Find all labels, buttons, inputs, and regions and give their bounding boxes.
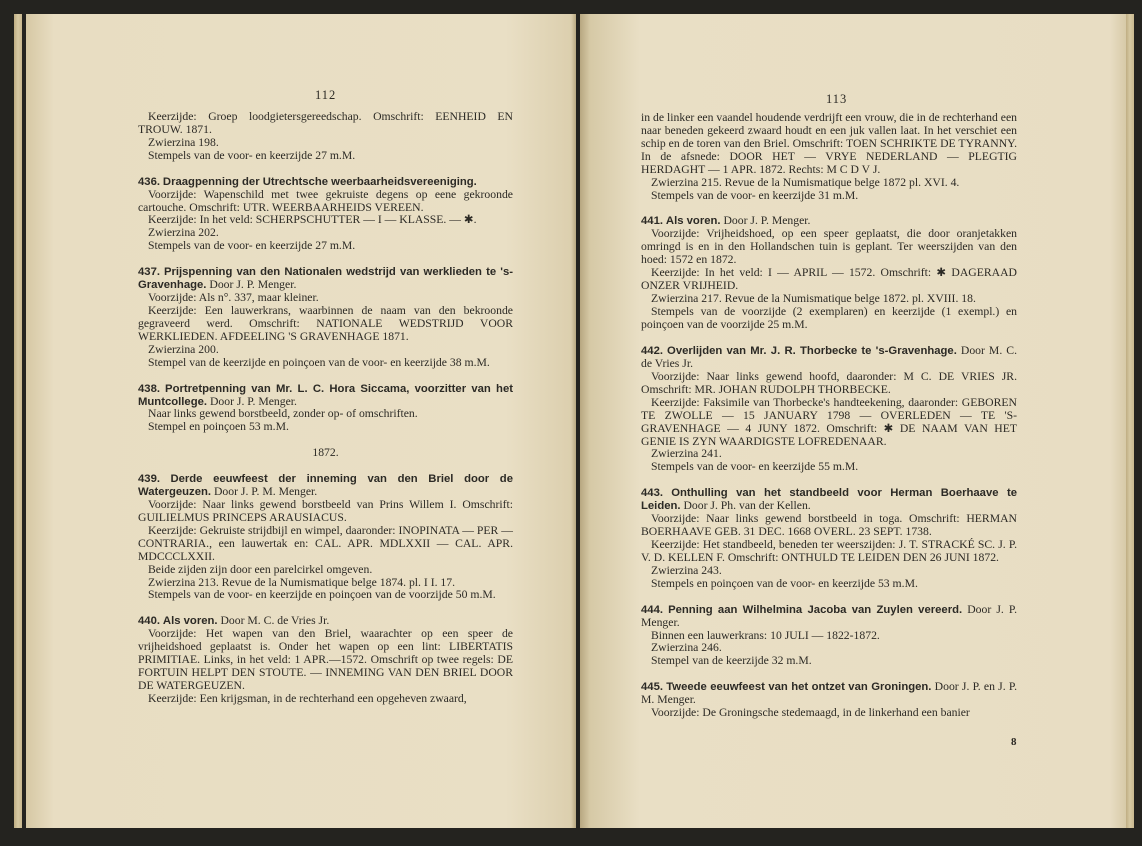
paragraph: Zwierzina 202.: [148, 226, 219, 240]
entry-author: Door J. P. en J. P. M. Menger.: [641, 680, 1017, 707]
paragraph: Stempels van de voor- en keerzijde 27 m.M.: [148, 148, 356, 162]
signature-mark: 8: [1011, 736, 1017, 748]
right-page: [580, 14, 1126, 828]
paragraph-spacer: [641, 203, 1017, 216]
left-page-edge: [14, 14, 22, 828]
paragraph: in de linker een vaandel houdende verdrijft een vrouw, die in de rechterhand een naar beneden gekeerd zwaard houdt en een juk vallen laat. In het verschiet een schip en de toren van den Briel. Omschrift: TOEN SCHRIKTE DE TYRANNY. In de afsnede: DOOR HET — VRYE NEDERLAND — PLEGTIG HERDAGHT — 1 APR. 1872. Rechts: M C D V J.: [641, 111, 1017, 176]
entry-author: Door J. P. M. Menger.: [211, 484, 318, 498]
entry-heading: [641, 681, 1017, 707]
paragraph: Voorzijde: De Groningsche stedemaagd, in de linkerhand een banier: [651, 706, 970, 720]
entry-heading: [138, 176, 513, 189]
paragraph: Binnen een lauwerkrans: 10 JULI — 1822-1872.: [651, 628, 880, 642]
entry-title: Portretpenning van Mr. L. C. Hora Siccama, voorzitter van het Muntcollege.: [138, 382, 513, 408]
entry-author: Door J. Ph. van der Kellen.: [680, 499, 811, 513]
paragraph: Stempel van de keerzijde en poinçoen van de voor- en keerzijde 38 m.M.: [148, 355, 490, 369]
paragraph: Zwierzina 215. Revue de la Numismatique belge 1872 pl. XVI. 4.: [651, 175, 960, 189]
entry-heading: [641, 604, 1017, 630]
paragraph-spacer: [138, 163, 513, 176]
entry-number: 437.: [138, 266, 160, 279]
entry-number: 439.: [138, 472, 160, 485]
entry-heading: [138, 473, 513, 499]
paragraph: Keerzijde: Het standbeeld, beneden ter weerszijden: J. T. STRACKÉ SC. J. P. V. D. KELLEN F. Omschrift: ONTHULD TE LEIDEN DEN 26 JUNI 1872.: [641, 537, 1017, 564]
page-number: 113: [826, 92, 848, 106]
entry-number: 436.: [138, 175, 160, 188]
paragraph: Stempels van de voorzijde (2 exemplaren) en keerzijde (1 exempl.) en poinçoen van de voorzijde 25 m.M.: [641, 305, 1017, 332]
paragraph: Zwierzina 213. Revue de la Numismatique belge 1874. pl. I I. 17.: [148, 575, 456, 589]
paragraph: Stempel en poinçoen 53 m.M.: [148, 420, 289, 434]
paragraph: Keerzijde: In het veld: SCHERPSCHUTTER — I — KLASSE. — ✱.: [148, 213, 477, 227]
entry-title: Onthulling van het standbeeld voor Herman Boerhaave te Leiden.: [641, 487, 1017, 513]
entry-number: 444.: [641, 603, 663, 616]
paragraph: Voorzijde: Als n°. 337, maar kleiner.: [148, 291, 319, 305]
entry-number: 438.: [138, 382, 160, 395]
entry-title: Derde eeuwfeest der inneming van den Briel door de Watergeuzen.: [138, 472, 513, 498]
entry-title: Als voren.: [162, 615, 218, 628]
entry-number: 442.: [641, 344, 663, 357]
paragraph-spacer: [138, 460, 513, 473]
paragraph: Keerzijde: Een krijgsman, in de rechterhand een opgeheven zwaard,: [148, 691, 467, 705]
entry-author: Door J. P. Menger.: [207, 394, 297, 408]
entry-heading: [138, 383, 513, 409]
entry-author: Door J. P. Menger.: [206, 278, 297, 292]
paragraph: Zwierzina 217. Revue de la Numismatique belge 1872. pl. XVIII. 18.: [651, 292, 976, 306]
paragraph: Stempels van de voor- en keerzijde 27 m.M.: [148, 239, 356, 253]
entry-title: Penning aan Wilhelmina Jacoba van Zuylen vereerd.: [668, 603, 963, 616]
paragraph: Zwierzina 241.: [651, 447, 722, 461]
paragraph-spacer: [138, 370, 513, 383]
paragraph: Naar links gewend borstbeeld, zonder op- of omschriften.: [148, 407, 418, 421]
entry-heading: [641, 345, 1017, 371]
paragraph: Zwierzina 243.: [651, 563, 722, 577]
left-page: [26, 14, 576, 828]
entry-author: Door M. C. de Vries Jr.: [217, 614, 330, 628]
paragraph: Voorzijde: Naar links gewend borstbeeld in toga. Omschrift: HERMAN BOERHAAVE GEB. 31 DEC. 1668 OVERL. 23 SEPT. 1738.: [641, 512, 1017, 539]
paragraph: Stempels en poinçoen van de voor- en keerzijde 53 m.M.: [651, 576, 918, 590]
entry-title: Tweede eeuwfeest van het ontzet van Groningen.: [666, 681, 932, 694]
paragraph: Stempels van de voor- en keerzijde 31 m.M.: [651, 188, 859, 202]
paragraph: Stempel van de keerzijde 32 m.M.: [651, 654, 812, 668]
paragraph: Stempels van de voor- en keerzijde 55 m.M.: [651, 460, 859, 474]
paragraph: Voorzijde: Naar links gewend borstbeeld van Prins Willem I. Omschrift: GUILIELMUS PRINCEPS ARAUSIACUS.: [138, 497, 513, 524]
paragraph: Keerzijde: In het veld: I — APRIL — 1572. Omschrift: ✱ DAGERAAD ONZER VRIJHEID.: [641, 266, 1017, 293]
paragraph: Stempels van de voor- en keerzijde en poinçoen van de voorzijde 50 m.M.: [148, 588, 496, 602]
entry-number: 443.: [641, 487, 663, 500]
paragraph-spacer: [641, 474, 1017, 487]
entry-title: Overlijden van Mr. J. R. Thorbecke te 's-Gravenhage.: [667, 344, 957, 357]
entry-number: 441.: [641, 215, 663, 228]
paragraph: Zwierzina 200.: [148, 342, 219, 356]
entry-heading: [138, 266, 513, 292]
entry-number: 440.: [138, 615, 160, 628]
entry-title: Prijspenning van den Nationalen wedstrijd van werklieden te 's-Gravenhage.: [138, 266, 513, 292]
entry-title: Draagpenning der Utrechtsche weerbaarheidsvereeniging.: [162, 175, 477, 188]
entry-author: Door M. C. de Vries Jr.: [641, 343, 1017, 370]
paragraph: Voorzijde: Naar links gewend hoofd, daaronder: M C. DE VRIES JR. Omschrift: MR. JOHAN RUDOLPH THORBECKE.: [641, 369, 1017, 396]
paragraph: Keerzijde: Een lauwerkrans, waarbinnen de naam van den bekroonde gegraveerd werd. Omschrift: NATIONALE WEDSTRIJD VOOR WERKLIEDEN. AFDEELING 'S GRAVENHAGE 1871.: [138, 303, 513, 343]
right-page-text: [641, 112, 1017, 720]
page-number: 112: [315, 88, 337, 102]
entry-heading: [641, 487, 1017, 513]
year-heading: 1872.: [312, 446, 339, 460]
entry-author: Door J. P. Menger.: [641, 602, 1017, 629]
entry-number: 445.: [641, 681, 663, 694]
paragraph-spacer: [138, 253, 513, 266]
paragraph: Beide zijden zijn door een parelcirkel omgeven.: [148, 562, 373, 576]
right-page-edge: [1126, 14, 1134, 828]
paragraph: Voorzijde: Vrijheidshoed, op een speer geplaatst, die door oranjetakken omringd is en in den Hollandschen tuin is geplant. Ter weerszijden van den hoed: 1572 en 1872.: [641, 227, 1017, 267]
paragraph-spacer: [641, 591, 1017, 604]
entry-author: Door J. P. Menger.: [720, 214, 811, 228]
entry-title: Als voren.: [665, 215, 721, 228]
paragraph: Keerzijde: Gekruiste strijdbijl en wimpel, daaronder: INOPINATA — PER — CONTRARIA., een lauwertak en: CAL. APR. MDLXXII — CAL. APR. MDCCCLXXII.: [138, 523, 513, 563]
paragraph: Zwierzina 198.: [148, 135, 219, 149]
paragraph: Keerzijde: Groep loodgietersgereedschap. Omschrift: EENHEID EN TROUW. 1871.: [138, 110, 513, 136]
paragraph: Zwierzina 246.: [651, 641, 722, 655]
paragraph: Voorzijde: Het wapen van den Briel, waarachter op een speer de vrijheidshoed geplaatst is. Onder het wapen op een lint: LIBERTATIS PRIMITIAE. Links, in het veld: 1 APR.—1572. Omschrift op twee regels: DE FORTUIN HELPT DEN STOUTE. — INNEMING VAN DEN BRIEL DOOR DE WATERGEUZEN.: [138, 627, 513, 692]
paragraph: Keerzijde: Faksimile van Thorbecke's handteekening, daaronder: GEBOREN TE ZWOLLE — 15 JANUARY 1798 — OVERLEDEN — TE 'S-GRAVENHAGE — 4 JUNY 1872. Omschrift: ✱ DE NAAM VAN HET GENIE IS ZYN WAARDIGSTE LOFREDENAAR.: [641, 395, 1017, 448]
paragraph: Voorzijde: Wapenschild met twee gekruiste degens op eene gekroonde cartouche. Omschrift: UTR. WEERBAARHEIDS VEREEN.: [138, 187, 513, 214]
left-page-text: [138, 111, 513, 706]
